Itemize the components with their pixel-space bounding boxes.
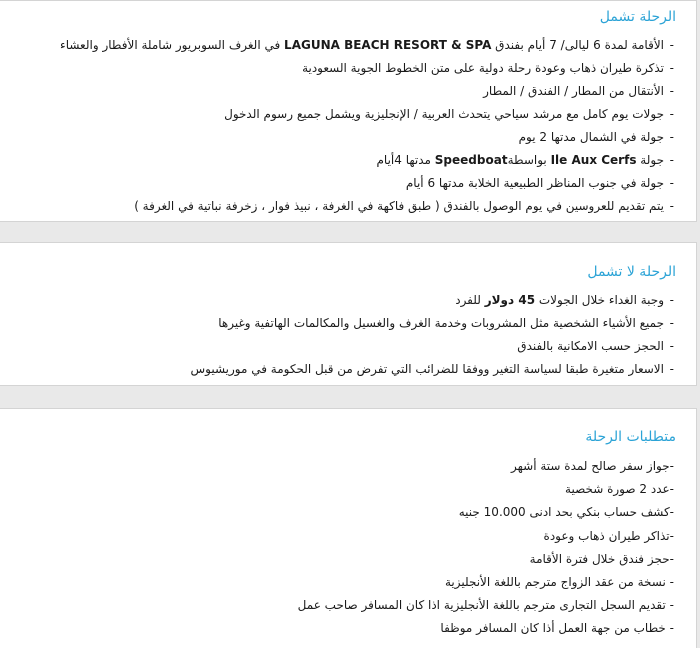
bullet-marker: - bbox=[669, 38, 674, 52]
list-item: -جولات يوم كامل مع مرشد سياحي يتحدث العربية / الإنجليزية ويشمل جميع رسوم الدخول bbox=[60, 103, 674, 126]
includes-panel bbox=[0, 0, 697, 222]
list-item: -الاسعار متغيرة طبقا لسياسة التغير ووفقا للضرائب التي تفرض من قبل الحكومة في موريشيوس bbox=[190, 358, 674, 381]
includes-list bbox=[60, 34, 674, 218]
requirements-title: متطلبات الرحلة bbox=[585, 429, 676, 445]
list-item: -حجز فندق خلال فترة الأقامة bbox=[529, 551, 674, 566]
bullet-marker: - bbox=[669, 107, 674, 121]
list-item: -عدد 2 صورة شخصية bbox=[565, 482, 674, 497]
list-item: -تذكرة طيران ذهاب وعودة رحلة دولية على متن الخطوط الجوية السعودية bbox=[60, 57, 674, 80]
list-item: -كشف حساب بنكي بحد ادنى 10.000 جنيه bbox=[458, 505, 674, 520]
bullet-marker: - bbox=[669, 551, 674, 566]
excludes-title: الرحلة لا تشمل bbox=[587, 264, 676, 280]
bullet-marker: - bbox=[669, 199, 674, 213]
list-item: -الأنتقال من المطار / الفندق / المطار bbox=[60, 80, 674, 103]
list-item: - نسخة من عقد الزواج مترجم باللغة الأنجليزية bbox=[444, 574, 674, 589]
bullet-marker: - bbox=[669, 598, 674, 613]
list-item: -جولة في جنوب المناظر الطبيعية الخلابة مدتها 6 أيام bbox=[60, 172, 674, 195]
bullet-marker: - bbox=[669, 528, 674, 543]
list-item: -وجبة الغداء خلال الجولات 45 دولار للفرد bbox=[190, 289, 674, 312]
bullet-marker: - bbox=[669, 316, 674, 330]
excludes-list bbox=[190, 289, 674, 381]
bullet-marker: - bbox=[669, 505, 674, 520]
bullet-marker: - bbox=[669, 574, 674, 589]
list-item: -جولة Ile Aux Cerfs بواسطةSpeedboat مدتها 4أيام bbox=[60, 149, 674, 172]
list-item: -جواز سفر صالح لمدة ستة أشهر bbox=[511, 459, 674, 473]
list-item: -جولة في الشمال مدتها 2 يوم bbox=[60, 126, 674, 149]
bullet-marker: - bbox=[669, 621, 674, 636]
bullet-marker: - bbox=[669, 84, 674, 98]
bullet-marker: - bbox=[669, 293, 674, 307]
list-item: -جميع الأشياء الشخصية مثل المشروبات وخدمة الغرف والغسيل والمكالمات الهاتفية وغيرها bbox=[190, 312, 674, 335]
includes-title: الرحلة تشمل bbox=[599, 9, 676, 25]
bullet-marker: - bbox=[669, 61, 674, 75]
bullet-marker: - bbox=[669, 130, 674, 144]
list-item: - تقديم السجل التجارى مترجم باللغة الأنجليزية اذا كان المسافر صاحب عمل bbox=[297, 598, 674, 613]
bullet-marker: - bbox=[669, 153, 674, 167]
requirements-list bbox=[298, 455, 674, 641]
bullet-marker: - bbox=[669, 459, 674, 473]
list-item: - خطاب من جهة العمل أذا كان المسافر موظفا bbox=[440, 621, 674, 636]
bullet-marker: - bbox=[669, 339, 674, 353]
list-item: -يتم تقديم للعروسين في يوم الوصول بالفندق ( طبق فاكهة في الغرفة ، نبيذ فوار ، زخرفة نباتية في الغرفة ) bbox=[60, 195, 674, 218]
requirements-panel bbox=[0, 408, 697, 648]
bullet-marker: - bbox=[669, 176, 674, 190]
excludes-panel bbox=[0, 242, 697, 386]
list-item: -الأقامة لمدة 6 ليالى/ 7 أيام بفندق LAGUNA BEACH RESORT & SPA في الغرف السوبريور شاملة الأفطار والعشاء bbox=[60, 34, 674, 57]
bullet-marker: - bbox=[669, 482, 674, 497]
list-item: -تذاكر طيران ذهاب وعودة bbox=[543, 528, 674, 543]
list-item: -الحجز حسب الامكانية بالفندق bbox=[190, 335, 674, 358]
bullet-marker: - bbox=[669, 362, 674, 376]
